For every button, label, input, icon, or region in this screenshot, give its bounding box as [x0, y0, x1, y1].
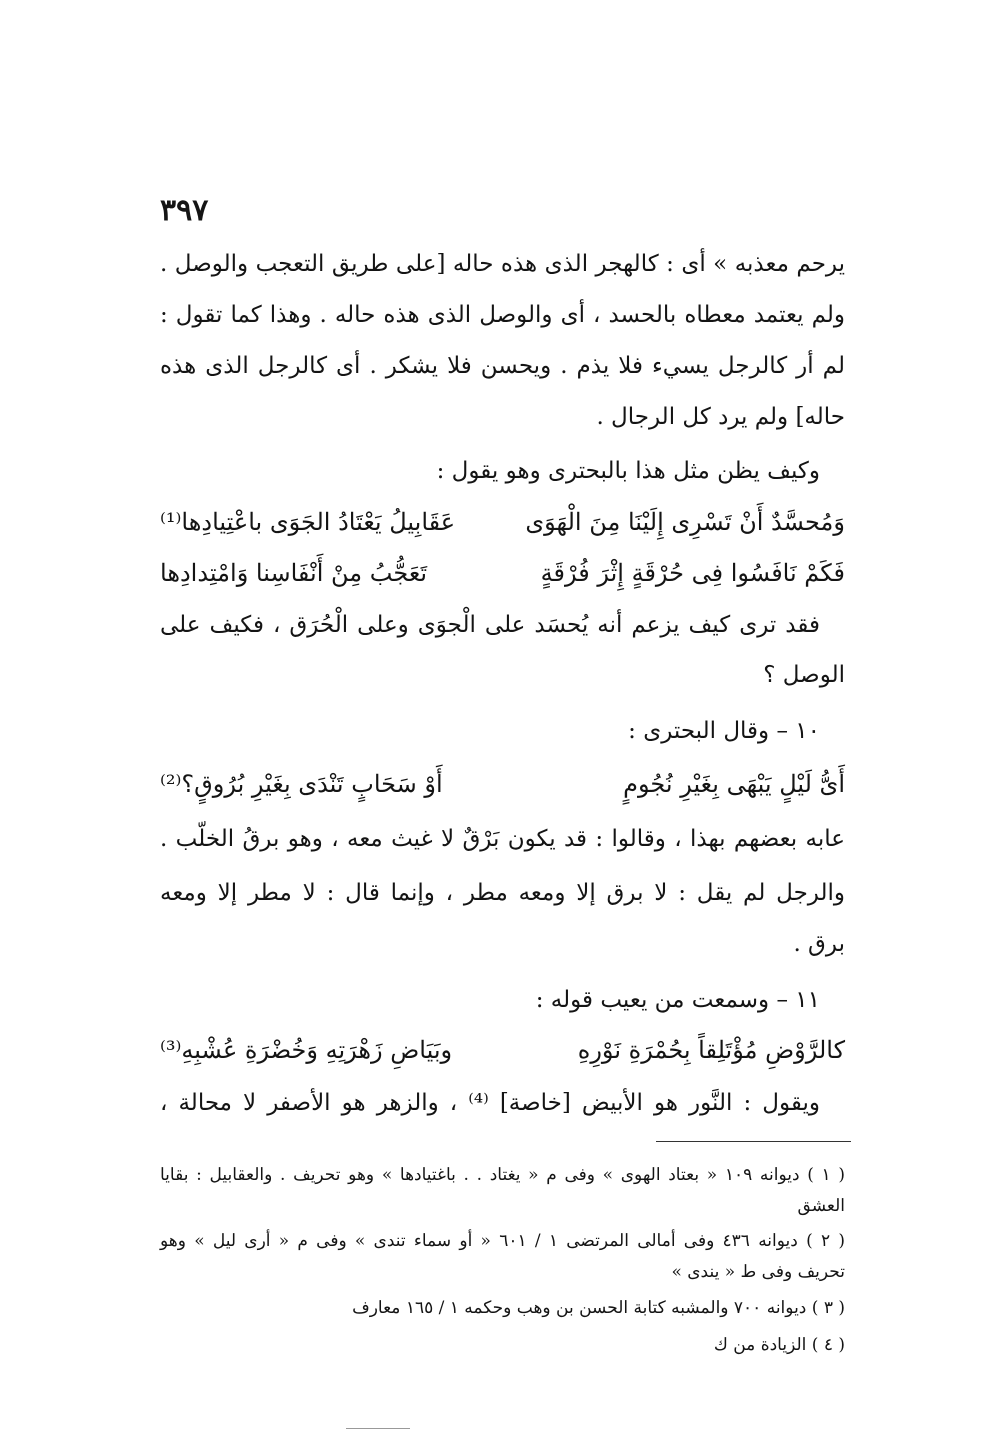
verse-hemistich-left: وبَيَاضِ زَهْرَتِهِ وَخُضْرَةِ عُشْبِهِ⁽³⁾: [160, 1036, 453, 1064]
verse-line: [160, 559, 845, 591]
verse-hemistich-right: أَىُّ لَيْلٍ يَبْهَى بِغَيْرِ نُجُومٍ: [623, 770, 845, 798]
footnote-line: ( ٣ ) ديوانه ٧٠٠ والمشبه كتابة الحسن بن وهب وحكمه ١ / ١٦٥ معارف: [352, 1298, 845, 1318]
verse-hemistich-left: أَوْ سَحَابٍ تَنْدَى بِغَيْرِ بُرُوقٍ؟⁽²⁾: [160, 770, 443, 798]
page-bottom-mark: [346, 1428, 410, 1429]
intro-line: وكيف يظن مثل هذا بالبحترى وهو يقول :: [436, 458, 820, 484]
footnote-line: ( ٤ ) الزيادة من ك: [713, 1335, 845, 1355]
verse-line: [160, 508, 845, 540]
verse-hemistich-left: عَقَابِيلُ يَعْتَادُ الجَوَى باعْتِيادِها⁽¹⁾: [160, 508, 456, 536]
body-line: ويقول : النَّور هو الأبيض [خاصة] ⁽⁴⁾ ، والزهر هو الأصفر لا محالة ،: [160, 1090, 820, 1116]
verse-hemistich-right: فَكَمْ نَافَسُوا فِى حُرْقَةٍ إِثْرَ فُرْقَةٍ: [540, 559, 845, 587]
footnote-line: تحريف وفى ط « يندى »: [671, 1262, 845, 1282]
body-line: ولم يعتمد معطاه بالحسد ، أى والوصل الذى هذه حاله . وهذا كما تقول :: [160, 302, 845, 328]
footnote-line: ( ١ ) ديوانه ١٠٩ « بعتاد الهوى » وفى م « يغتاد . . باغتيادها » وهو تحريف . والعقابيل : بقايا: [160, 1165, 845, 1185]
body-line: حاله] ولم يرد كل الرجال .: [596, 404, 845, 430]
body-line: والرجل لم يقل : لا برق إلا ومعه مطر ، وإنما قال : لا مطر إلا ومعه: [160, 880, 845, 906]
verse-line: [160, 770, 845, 802]
footnote-line: ( ٢ ) ديوانه ٤٣٦ وفى أمالى المرتضى ١ / ٦٠١ « أو سماء تندى » وفى م « أرى ليل » وهو: [160, 1231, 845, 1251]
footnote-line: العشق: [797, 1196, 845, 1216]
body-line: عابه بعضهم بهذا ، وقالوا : قد يكون بَرْقٌ لا غيث معه ، وهو برقُ الخلّب .: [160, 826, 845, 852]
body-line: برق .: [793, 931, 845, 957]
section-heading: ١٠ – وقال البحترى :: [628, 718, 820, 744]
verse-line: [160, 1036, 845, 1068]
footnote-rule: [656, 1141, 851, 1142]
body-line: لم أر كالرجل يسيء فلا يذم . ويحسن فلا يشكر . أى كالرجل الذى هذه: [160, 353, 845, 379]
body-line: الوصل ؟: [763, 662, 845, 688]
body-line: يرحم معذبه » أى : كالهجر الذى هذه حاله [على طريق التعجب والوصل .: [160, 251, 845, 277]
page-number: ٣٩٧: [160, 193, 209, 228]
verse-hemistich-right: وَمُحسَّدٌ أَنْ تَسْرِى إِلَيْنَا مِنَ الْهَوَى: [525, 508, 845, 536]
body-line: فقد ترى كيف يزعم أنه يُحسَد على الْجوَى وعلى الْحُرَق ، فكيف على: [160, 612, 820, 638]
verse-hemistich-left: تَعَجُّبُ مِنْ أَنْفَاسِنا وَامْتِدادِها: [160, 559, 428, 587]
section-heading: ١١ – وسمعت من يعيب قوله :: [535, 987, 820, 1013]
verse-hemistich-right: كالرَّوْضِ مُؤْتَلِقاً بِحُمْرَةِ نَوْرِهِ: [577, 1036, 845, 1064]
